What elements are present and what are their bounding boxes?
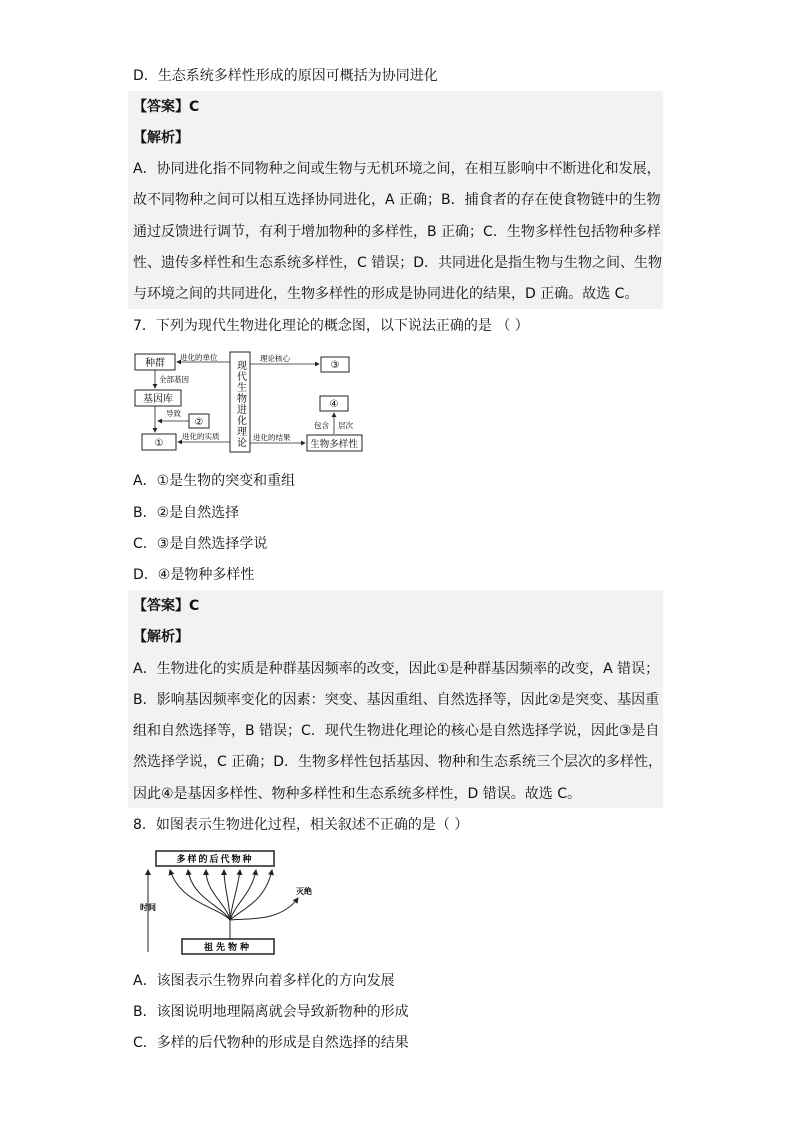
q8-stem: 8．如图表示生物进化过程，相关叙述不正确的是（ ） <box>133 817 469 833</box>
q7-option-a: A．①是生物的突变和重组 <box>133 473 296 489</box>
q7-option-c: C．③是自然选择学说 <box>133 536 268 552</box>
label-circle1: ① <box>154 438 164 449</box>
q6-analysis-label: 【解析】 <box>133 130 189 146</box>
label-daozhi: 导致 <box>166 409 181 418</box>
label-cengci: 层次 <box>338 421 353 430</box>
label-extinct: 灭绝 <box>296 887 312 896</box>
label-jinhua-shizhi: 进化的实质 <box>182 432 220 441</box>
label-jinhua-jieguo: 进化的结果 <box>253 433 291 442</box>
q6-analysis-line: 性、遗传多样性和生态系统多样性，C 错误；D．共同进化是指生物与生物之间、生物 <box>133 255 663 271</box>
label-center-theory: 现代生物进化理论 <box>234 360 246 448</box>
q6-analysis-line: 通过反馈进行调节，有利于增加物种的多样性，B 正确；C．生物多样性包括物种多样 <box>133 224 661 240</box>
label-baohan: 包含 <box>314 421 329 430</box>
q7-analysis-line: 组和自然选择等，B 错误；C．现代生物进化理论的核心是自然选择学说，因此③是自 <box>133 723 660 739</box>
q7-stem: 7．下列为现代生物进化理论的概念图，以下说法正确的是 （ ） <box>133 318 529 334</box>
q8-option-c: C．多样的后代物种的形成是自然选择的结果 <box>133 1035 409 1051</box>
q7-concept-diagram <box>134 350 366 458</box>
q8-option-a: A．该图表示生物界向着多样化的方向发展 <box>133 973 395 989</box>
q7-option-d: D．④是物种多样性 <box>133 567 255 583</box>
q7-analysis-line: A．生物进化的实质是种群基因频率的改变，因此①是种群基因频率的改变，A 错误； <box>133 661 660 677</box>
q7-option-b: B．②是自然选择 <box>133 505 240 521</box>
label-circle3: ③ <box>330 360 340 371</box>
q6-analysis-line: 故不同物种之间可以相互选择协同进化，A 正确；B．捕食者的存在使食物链中的生物 <box>133 192 661 208</box>
q7-answer: 【答案】C <box>133 598 200 614</box>
q7-analysis-line: 因此④是基因多样性、物种多样性和生态系统多样性，D 错误。故选 C。 <box>133 786 582 802</box>
q8-option-b: B．该图说明地理隔离就会导致新物种的形成 <box>133 1004 409 1020</box>
q6-answer: 【答案】C <box>133 99 200 115</box>
q6-analysis-line: A．协同进化指不同物种之间或生物与无机环境之间，在相互影响中不断进化和发展， <box>133 161 661 177</box>
q6-analysis-line: 与环境之间的共同进化，生物多样性的形成是协同进化的结果，D 正确。故选 C。 <box>133 286 639 302</box>
q7-analysis-label: 【解析】 <box>133 629 189 645</box>
q8-evolution-diagram <box>140 848 330 958</box>
label-circle2: ② <box>194 417 204 428</box>
label-jinhua-danwei: 进化的单位 <box>180 353 218 362</box>
label-time: 时间 <box>140 903 156 912</box>
label-circle4: ④ <box>329 399 339 410</box>
q7-analysis-line: B．影响基因频率变化的因素：突变、基因重组、自然选择等，因此②是突变、基因重 <box>133 692 660 708</box>
label-jiyinku: 基因库 <box>143 394 173 405</box>
label-top-species: 多样的后代物种 <box>176 855 254 865</box>
label-ancestor: 祖先物种 <box>203 943 253 953</box>
q7-analysis-line: 然选择学说，C 正确；D．生物多样性包括基因、物种和生态系统三个层次的多样性， <box>133 754 663 770</box>
label-zhongqun: 种群 <box>145 358 165 369</box>
label-lilun-hexin: 理论核心 <box>260 354 290 363</box>
label-quanbu-jiyin: 全部基因 <box>159 375 189 384</box>
label-shengwu-duoyangxing: 生物多样性 <box>310 439 358 450</box>
q6-option-d: D．生态系统多样性形成的原因可概括为协同进化 <box>133 68 438 84</box>
